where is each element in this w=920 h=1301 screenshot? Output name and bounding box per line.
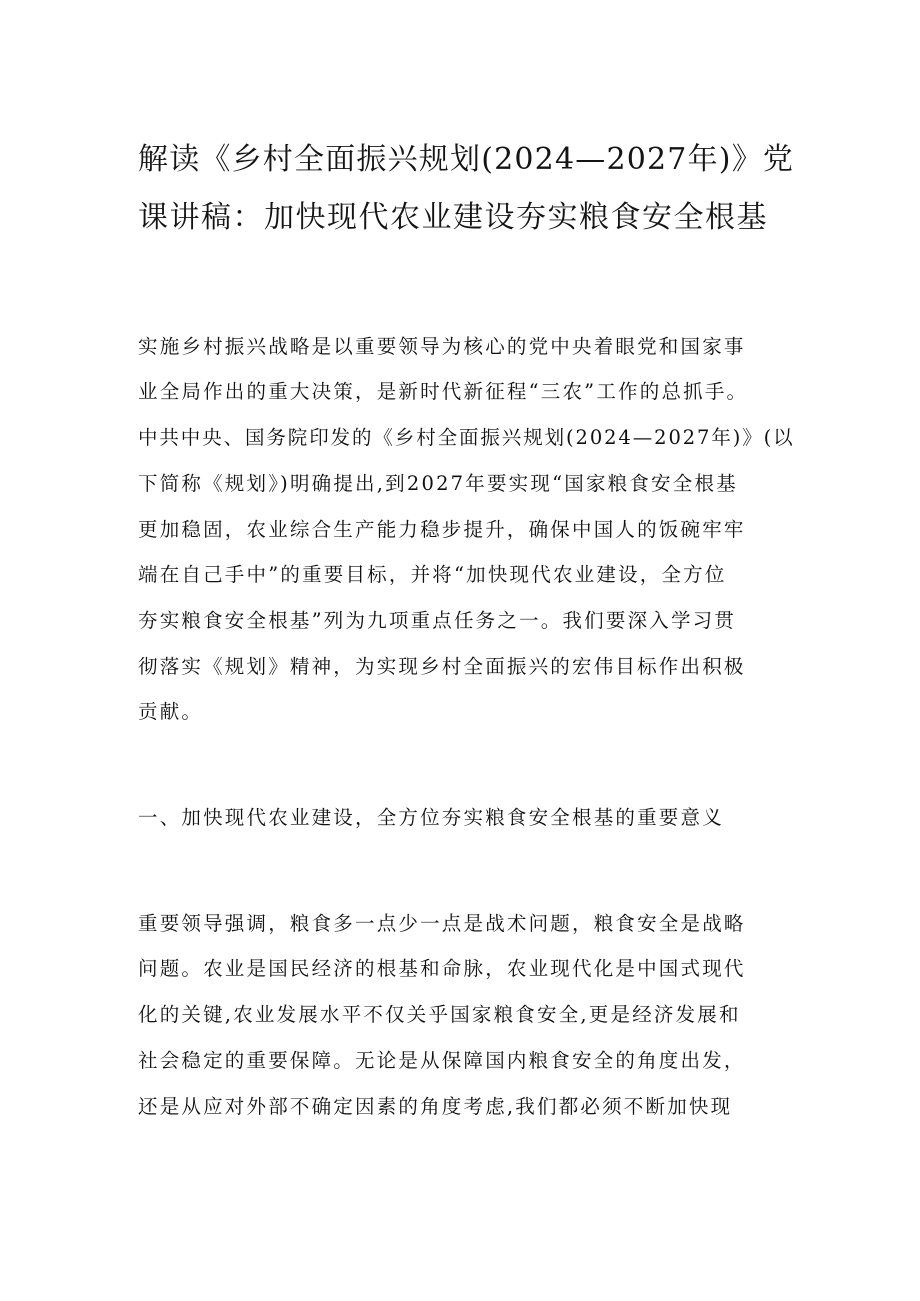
section-line-4: 社会稳定的重要保障。无论是从保障国内粮食安全的角度出发， [138, 1049, 746, 1072]
document-title-line-2: 课讲稿：加快现代农业建设夯实粮食安全根基 [138, 200, 768, 235]
section-line-3: 化的关键,农业发展水平不仅关乎国家粮食安全,更是经济发展和 [138, 1003, 741, 1026]
intro-line-5: 更加稳固，农业综合生产能力稳步提升，确保中国人的饭碗牢牢 [138, 518, 746, 541]
section-heading: 一、加快现代农业建设，全方位夯实粮食安全根基的重要意义 [138, 806, 724, 829]
section-line-2: 问题。农业是国民经济的根基和命脉，农业现代化是中国式现代 [138, 957, 746, 980]
intro-line-6: 端在自己手中”的重要目标，并将“加快现代农业建设，全方位 [138, 563, 727, 586]
intro-line-4: 下简称《规划》)明确提出,到2027年要实现“国家粮食安全根基 [138, 472, 738, 495]
intro-line-2: 业全局作出的重大决策，是新时代新征程“三农”工作的总抓手。 [138, 380, 749, 403]
section-line-5: 还是从应对外部不确定因素的角度考虑,我们都必须不断加快现 [138, 1095, 733, 1118]
intro-line-9: 贡献。 [138, 700, 204, 723]
intro-line-7: 夯实粮食安全根基”列为九项重点任务之一。我们要深入学习贯 [138, 609, 737, 632]
intro-line-1: 实施乡村振兴战略是以重要领导为核心的党中央着眼党和国家事 [138, 335, 746, 358]
intro-line-3: 中共中央、国务院印发的《乡村全面振兴规划(2024—2027年)》(以 [138, 426, 795, 449]
section-line-1: 重要领导强调，粮食多一点少一点是战术问题，粮食安全是战略 [138, 912, 746, 935]
document-title-line-1: 解读《乡村全面振兴规划(2024—2027年)》党 [138, 142, 795, 177]
intro-line-8: 彻落实《规划》精神，为实现乡村全面振兴的宏伟目标作出积极 [138, 655, 746, 678]
